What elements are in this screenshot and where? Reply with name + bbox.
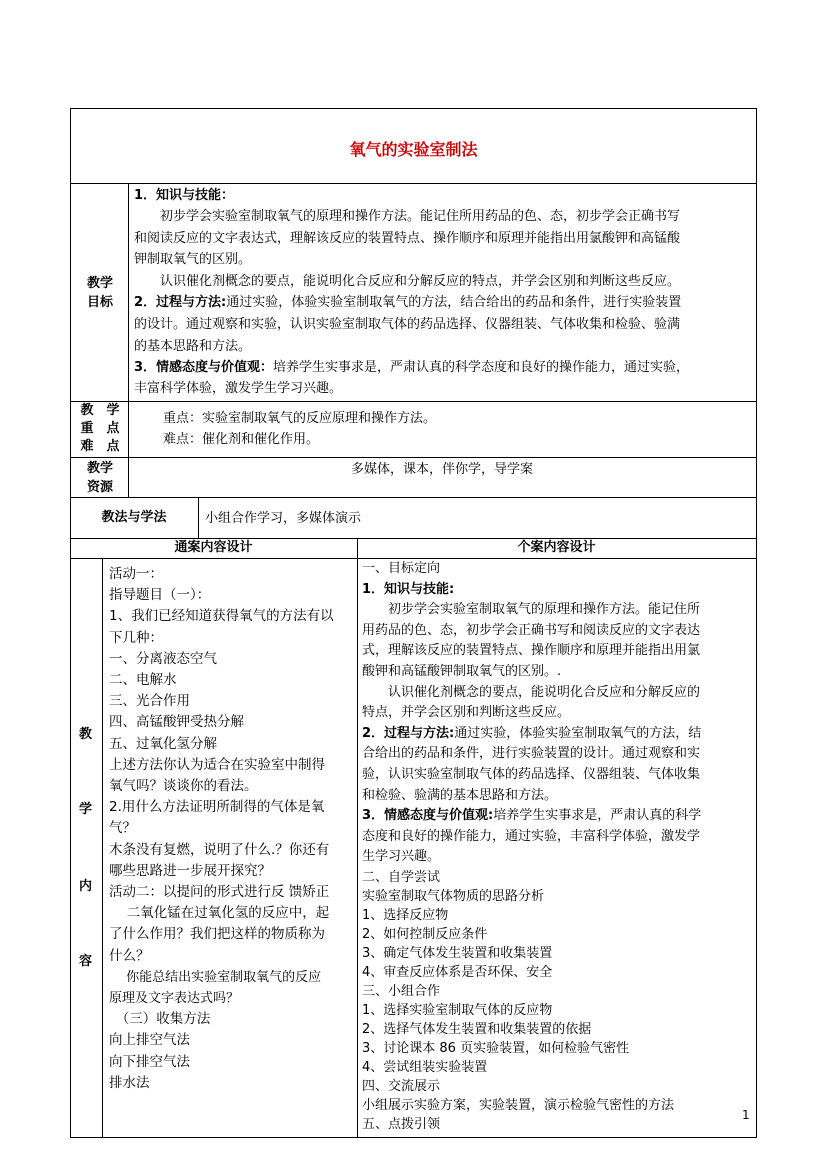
list-text: 培养学生实事求是，严肃认真的科学 (493, 808, 702, 824)
common-design-header: 通案内容设计 (174, 540, 253, 555)
list-item: 五、点拨引领 (362, 1116, 441, 1132)
list-item: 活动二：以提问的形式进行反 馈矫正 (109, 884, 330, 901)
column-divider (198, 497, 199, 539)
objectives-label-line: 教学 (86, 276, 113, 291)
list-item: 排水法 (109, 1074, 150, 1091)
list-item: 1、选择实验室制取气体的反应物 (362, 1002, 553, 1018)
list-item: 五、过氧化氢分解 (109, 735, 217, 752)
column-divider (357, 538, 358, 1138)
list-item: 3、确定气体发生装置和收集装置 (362, 945, 553, 961)
section-heading: 3．情感态度与价值观： (134, 360, 274, 375)
list-item: 什么？ (109, 947, 150, 964)
list-item: 三、光合作用 (109, 693, 190, 710)
row-divider (70, 457, 757, 458)
list-item: 合给出的药品和条件，进行实验装置的设计。通过观察和实 (362, 746, 701, 762)
row-divider (70, 497, 757, 498)
list-item: 酸钾和高锰酸钾制取氧气的区别。. (362, 663, 562, 679)
list-item: 向上排空气法 (109, 1032, 190, 1049)
list-item: 二氧化锰在过氧化氢的反应中，起 (109, 905, 330, 922)
list-item: 木条没有复燃，说明了什么.？你还有 (109, 841, 330, 858)
list-item: 4、尝试组装实验装置 (362, 1059, 488, 1075)
content-label-char: 教 (79, 727, 93, 742)
list-item: 一、分离液态空气 (109, 650, 217, 667)
list-item: 2、选择气体发生装置和收集装置的依据 (362, 1021, 592, 1037)
list-item: 2.用什么方法证明所制得的气体是氧 (109, 799, 325, 816)
page-number: 1 (742, 1108, 750, 1122)
list-item: 活动一： (109, 566, 163, 582)
list-item: 用药品的色、态，初步学会正确书写和阅读反应的文字表达 (362, 622, 701, 638)
difficult-point: 难点：催化剂和催化作用。 (163, 432, 320, 447)
list-item: 式，理解该反应的装置特点、操作顺序和原理并能指出用氯 (362, 643, 701, 659)
list-text: 通过实验，体验实验室制取氧气的方法，结 (454, 725, 702, 741)
objectives-line: 认识催化剂概念的要点，能说明化合反应和分解反应的特点，并学会区别和判断这些反应。 (134, 274, 681, 289)
method-label: 教法与学法 (101, 510, 167, 525)
focus-label-line: 教 学 (80, 403, 120, 418)
list-item: 了什么作用？我们把这样的物质称为 (109, 926, 325, 943)
objectives-text: 通过实验，体验实验室制取氧气的方法，结合给出的药品和条件，进行实验装置 (226, 295, 682, 310)
list-item: 和检验、验满的基本思路和方法。 (362, 787, 558, 803)
list-item: 4、审查反应体系是否环保、安全 (362, 964, 553, 980)
objectives-line: 初步学会实验室制取氧气的原理和操作方法。能记住所用药品的色、态，初步学会正确书写 (134, 209, 681, 224)
list-item: 小组展示实验方案，实验装置，演示检验气密性的方法 (362, 1097, 675, 1113)
objectives-line (134, 293, 681, 313)
list-item: 指导题目（一）： (109, 587, 211, 604)
objectives-line (134, 358, 689, 378)
content-label-char: 内 (79, 879, 93, 894)
list-item: 下几种： (109, 629, 163, 646)
objectives-label-line: 目标 (86, 295, 113, 310)
common-design-content (109, 564, 355, 1094)
list-item: 一、目标定向 (362, 561, 441, 576)
row-divider (70, 401, 757, 402)
list-item: 验，认识实验室制取气体的药品选择、仪器组装、气体收集 (362, 766, 701, 782)
key-point: 重点：实验室制取氧气的反应原理和操作方法。 (163, 411, 437, 426)
list-item: 你能总结出实验室制取氧气的反应 (109, 969, 322, 985)
objectives-line: 和阅读反应的文字表达式，理解该反应的装置特点、操作顺序和原理并能指出用氯酸钾和高锰酸 (134, 231, 681, 246)
list-item: 初步学会实验室制取氧气的原理和操作方法。能记住所 (362, 602, 701, 618)
list-item: 原理及文字表达式吗？ (109, 991, 240, 1007)
list-item (362, 806, 754, 827)
list-item: 气？ (109, 820, 136, 837)
content-label-char: 容 (79, 954, 93, 969)
column-divider (102, 558, 103, 1138)
document-title: 氧气的实验室制法 (349, 140, 478, 159)
resources-label (78, 459, 122, 497)
focus-label (74, 402, 126, 456)
objectives-line: 的基本思路和方法。 (134, 339, 252, 354)
column-divider (128, 183, 129, 498)
list-item: （三）收集方法 (109, 1011, 211, 1028)
objectives-label (78, 274, 122, 312)
table-border-top (70, 108, 757, 109)
list-item: 氧气吗？谈谈你的看法。 (109, 778, 258, 795)
objectives-text: 培养学生实事求是，严肃认真的科学态度和良好的操作能力，通过实验， (273, 360, 690, 375)
section-heading: 2．过程与方法: (362, 725, 455, 741)
focus-label-line: 重 点 (80, 421, 120, 436)
objectives-line: 1．知识与技能： (134, 188, 235, 203)
list-item: 特点，并学会区别和判断这些反应。 (362, 705, 571, 721)
objectives-line: 的设计。通过观察和实验，认识实验室制取气体的药品选择、仪器组装、气体收集和检验、验满 (134, 317, 681, 332)
list-item (362, 724, 754, 745)
table-border-left (70, 108, 71, 1138)
focus-label-line: 难 点 (80, 439, 120, 454)
individual-design-header: 个案内容设计 (517, 540, 596, 555)
table-border-bottom (70, 1137, 757, 1138)
row-divider (70, 183, 757, 184)
list-item: 1．知识与技能: (362, 581, 455, 597)
objectives-line: 钾制取氧气的区别。 (134, 252, 252, 267)
list-item: 二、电解水 (109, 672, 177, 689)
list-item: 三、小组合作 (362, 983, 441, 999)
list-item: 生学习兴趣。 (362, 849, 441, 865)
list-item: 四、交流展示 (362, 1078, 441, 1094)
table-border-right (756, 108, 757, 1138)
list-item: 实验室制取气体物质的思路分析 (362, 888, 545, 904)
list-item: 二、自学尝试 (362, 869, 441, 885)
list-item: 1、选择反应物 (362, 907, 449, 923)
resources-label-line: 教学 (86, 461, 113, 476)
list-item: 2、如何控制反应条件 (362, 926, 488, 942)
list-item: 上述方法你认为适合在实验室中制得 (109, 756, 325, 773)
section-heading: 3．情感态度与价值观: (362, 808, 494, 824)
individual-design-content (362, 559, 754, 1134)
list-item: 3、讨论课本 86 页实验装置，如何检验气密性 (362, 1040, 630, 1056)
list-item: 向下排空气法 (109, 1053, 190, 1070)
resources-label-line: 资源 (86, 480, 113, 495)
list-item: 认识催化剂概念的要点，能说明化合反应和分解反应的 (362, 684, 701, 700)
list-item: 1、我们已经知道获得氧气的方法有以 (109, 608, 334, 625)
section-heading: 2．过程与方法: (134, 295, 227, 310)
resources-value: 多媒体，课本，伴你学，导学案 (350, 462, 533, 477)
list-item: 四、高锰酸钾受热分解 (109, 714, 244, 731)
objectives-line: 丰富科学体验，激发学生学习兴趣。 (134, 381, 343, 396)
list-item: 哪些思路进一步展开探究？ (109, 862, 271, 879)
list-item: 态度和良好的操作能力，通过实验，丰富科学体验，激发学 (362, 828, 701, 844)
content-label-char: 学 (79, 802, 93, 817)
method-value: 小组合作学习，多媒体演示 (205, 511, 362, 526)
